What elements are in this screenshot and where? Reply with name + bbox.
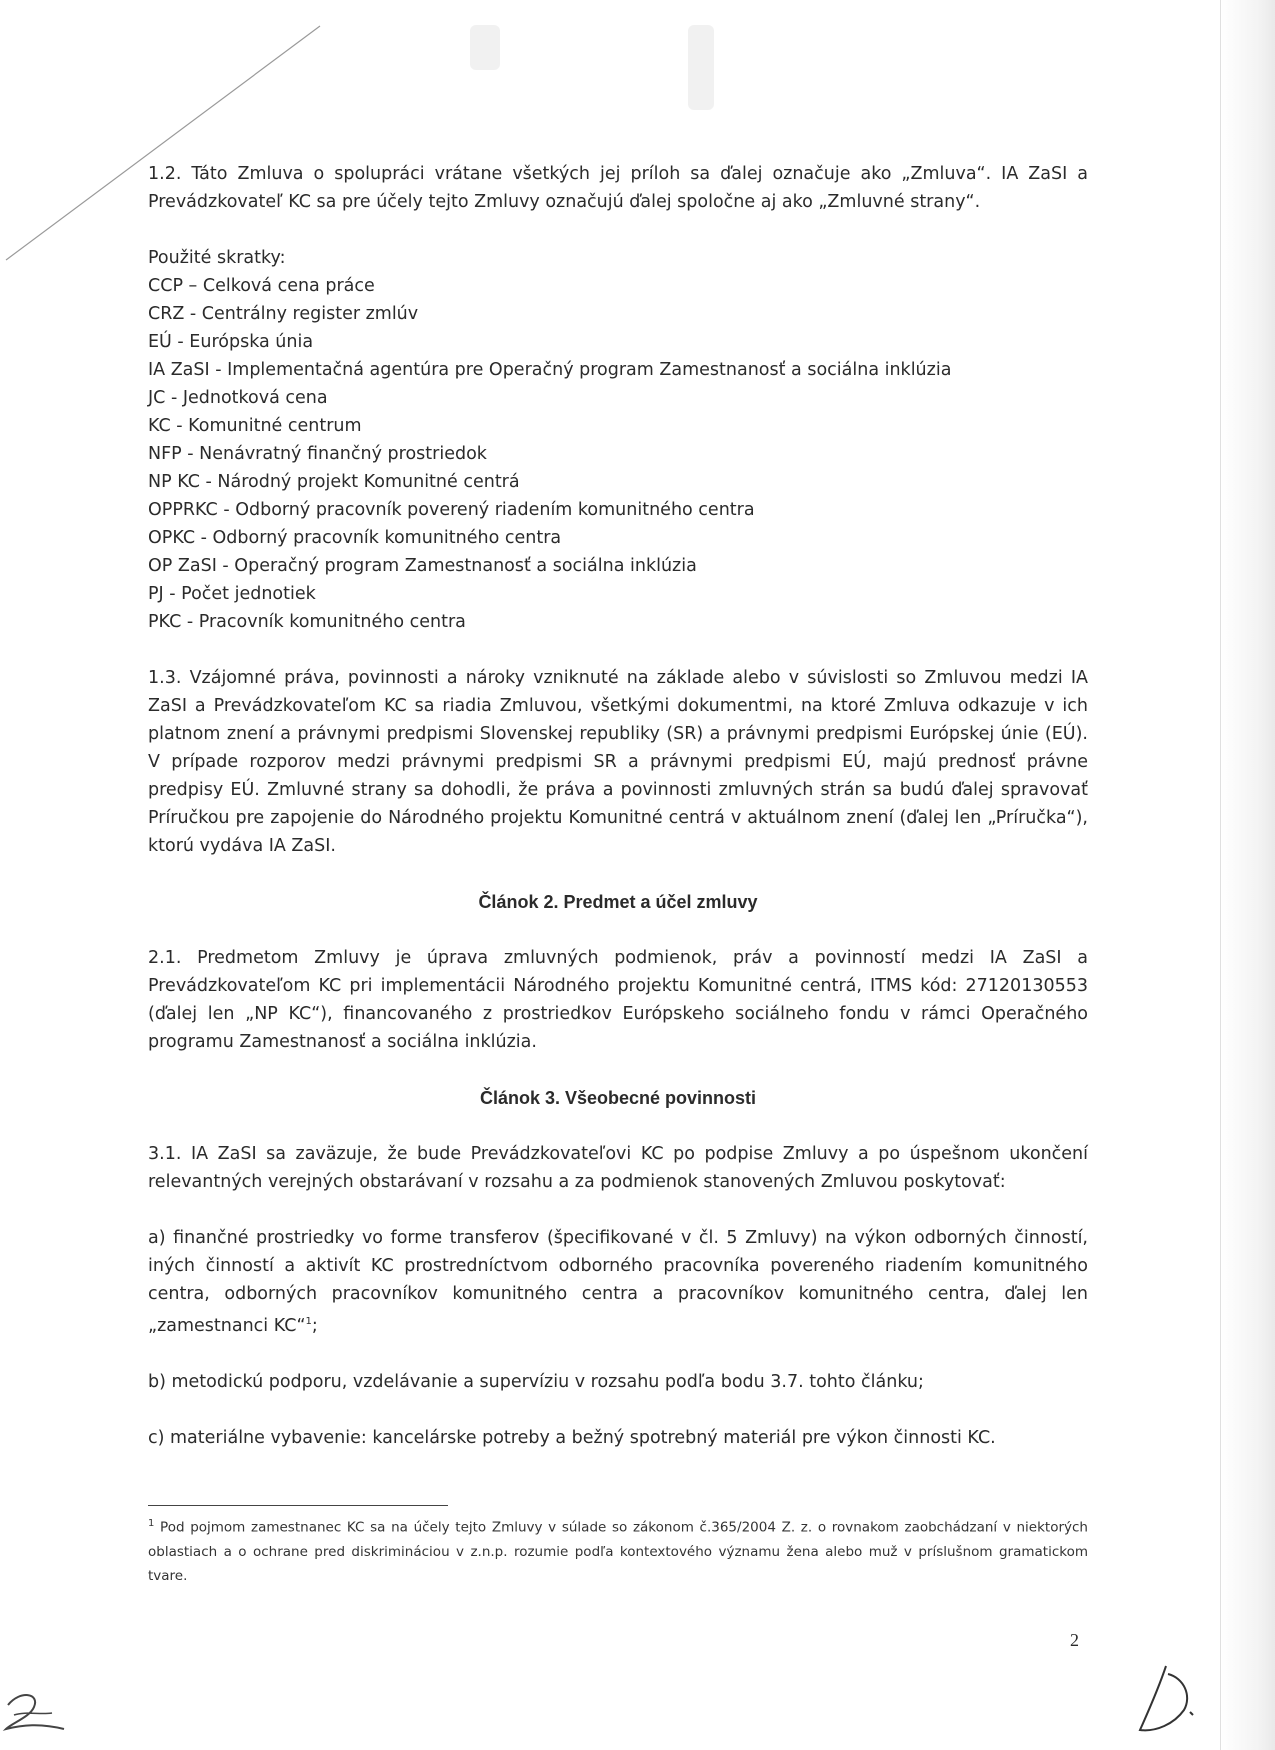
scan-smudge — [688, 25, 714, 110]
section-3-1-item-a — [148, 1224, 1088, 1340]
abbreviation-item: KC - Komunitné centrum — [148, 416, 362, 436]
footnote-divider — [148, 1505, 448, 1506]
section-1-3: 1.3. Vzájomné práva, povinnosti a nároky vzniknuté na základe alebo v súvislosti so Zmluvou medzi IA ZaSI a Prevádzkovateľom KC sa riadia Zmluvou, všetkými dokumentmi, na ktoré Zmluva odkazuje v ich platnom znení a právnymi predpismi Slovenskej republiky (SR) a právnymi predpismi Európskej únie (EÚ). V prípade rozporov medzi právnymi predpismi SR a právnymi predpismi EÚ, majú prednosť právne predpisy EÚ. Zmluvné strany sa dohodli, že práva a povinnosti zmluvných strán sa budú ďalej spravovať Príručkou pre zapojenie do Národného projektu Komunitné centrá v aktuálnom znení (ďalej len „Príručka“), ktorú vydáva IA ZaSI. — [148, 668, 1088, 856]
abbreviation-item: NP KC - Národný projekt Komunitné centrá — [148, 472, 520, 492]
abbreviation-item: EÚ - Európska únia — [148, 332, 314, 352]
abbreviations-list — [148, 244, 1088, 636]
abbreviation-item: OPPRKC - Odborný pracovník poverený riadením komunitného centra — [148, 500, 755, 520]
abbreviations-title: Použité skratky: — [148, 248, 286, 268]
abbreviation-item: PJ - Počet jednotiek — [148, 584, 316, 604]
footnote-number: 1 — [148, 1518, 155, 1529]
scan-smudge — [470, 25, 500, 70]
section-3-1-item-c: c) materiálne vybavenie: kancelárske potreby a bežný spotrebný materiál pre výkon činnosti KC. — [148, 1427, 996, 1448]
abbreviation-item: OPKC - Odborný pracovník komunitného centra — [148, 528, 562, 548]
item-a-text: a) finančné prostriedky vo forme transferov (špecifikované v čl. 5 Zmluvy) na výkon odborných činností, iných činností a aktivít KC prostredníctvom odborného pracovníka povereného riadením komunitného centra, odborných pracovníkov komunitného centra a pracovníkov komunitného centra, ďalej len „zamestnanci KC“ — [148, 1228, 1088, 1336]
footnote-text: Pod pojmom zamestnanec KC sa na účely tejto Zmluvy v súlade so zákonom č.365/2004 Z. z. o rovnakom zaobchádzaní v niektorých oblastiach a o ochrane pred diskrimináciou v z.n.p. rozumie podľa kontextového významu žena alebo muž v príslušnom gramatickom tvare. — [148, 1519, 1088, 1584]
footnote — [148, 1512, 1088, 1588]
abbreviation-item: CRZ - Centrálny register zmlúv — [148, 304, 419, 324]
footnote-reference: 1 — [305, 1316, 312, 1327]
handwritten-initials-right — [1128, 1660, 1203, 1740]
section-3-1: 3.1. IA ZaSI sa zaväzuje, že bude Prevádzkovateľovi KC po podpise Zmluvy a po úspešnom ukončení relevantných verejných obstarávaní v rozsahu a za podmienok stanovených Zmluvou poskytovať: — [148, 1144, 1088, 1192]
abbreviation-item: IA ZaSI - Implementačná agentúra pre Operačný program Zamestnanosť a sociálna inklúzia — [148, 360, 952, 380]
section-1-2: 1.2. Táto Zmluva o spolupráci vrátane všetkých jej príloh sa ďalej označuje ako „Zmluva“. IA ZaSI a Prevádzkovateľ KC sa pre účely tejto Zmluvy označujú ďalej spoločne aj ako „Zmluvné strany“. — [148, 164, 1088, 212]
abbreviation-item: NFP - Nenávratný finančný prostriedok — [148, 444, 487, 464]
abbreviation-item: OP ZaSI - Operačný program Zamestnanosť a sociálna inklúzia — [148, 556, 697, 576]
contract-body — [148, 160, 1088, 1480]
section-3-1-item-b: b) metodickú podporu, vzdelávanie a supervíziu v rozsahu podľa bodu 3.7. tohto článku; — [148, 1371, 924, 1392]
handwritten-initials-left — [0, 1685, 80, 1740]
abbreviation-item: JC - Jednotková cena — [148, 388, 328, 408]
article-3-heading: Článok 3. Všeobecné povinnosti — [479, 1088, 757, 1108]
scan-edge — [1220, 0, 1275, 1750]
abbreviation-item: CCP – Celková cena práce — [148, 276, 375, 296]
page-number: 2 — [1070, 1630, 1079, 1650]
section-2-1: 2.1. Predmetom Zmluvy je úprava zmluvných podmienok, práv a povinností medzi IA ZaSI a Prevádzkovateľom KC pri implementácii Národného projektu Komunitné centrá, ITMS kód: 27120130553 (ďalej len „NP KC“), financovaného z prostriedkov Európskeho sociálneho fondu v rámci Operačného programu Zamestnanosť a sociálna inklúzia. — [148, 948, 1088, 1052]
abbreviation-item: PKC - Pracovník komunitného centra — [148, 612, 466, 632]
item-a-end: ; — [311, 1315, 318, 1336]
article-2-heading: Článok 2. Predmet a účel zmluvy — [478, 892, 758, 912]
